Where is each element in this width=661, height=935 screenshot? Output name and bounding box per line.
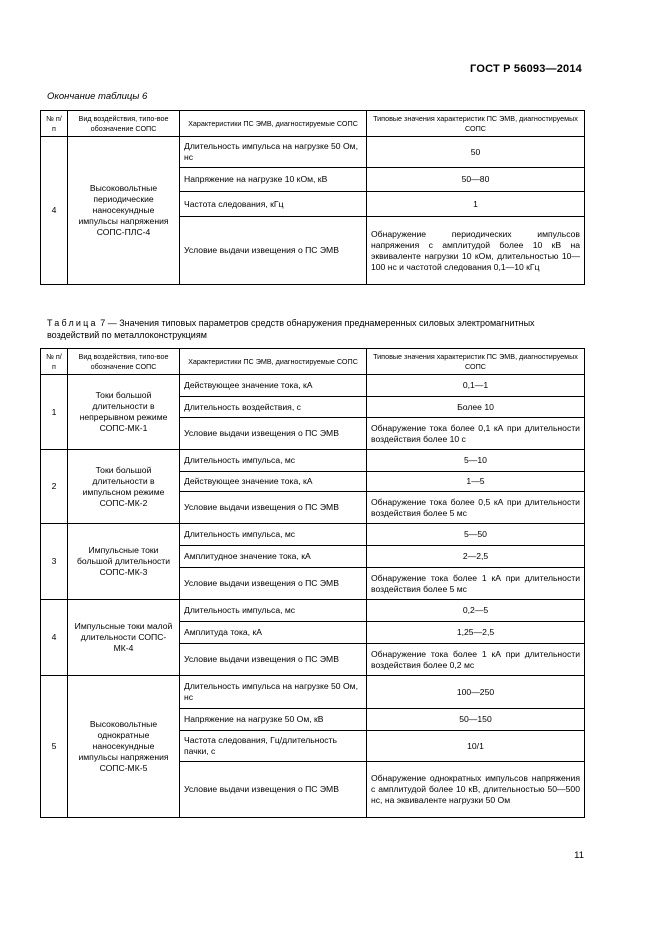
characteristic: Условие выдачи извещения о ПС ЭМВ [180,418,367,450]
typical-value: Обнаружение тока более 0,5 кА при длительности воздействия более 5 мс [367,492,585,524]
header-type: Вид воздействия, типо-вое обозначение СОПС [68,111,180,137]
characteristic: Напряжение на нагрузке 50 Ом, кВ [180,709,367,731]
table-7 [40,348,585,818]
impact-type: Импульсные токи малой длительности СОПС-МК-4 [68,600,180,676]
typical-value: Обнаружение тока более 1 кА при длительности воздействия более 0,2 мс [367,644,585,676]
characteristic: Длительность импульса на нагрузке 50 Ом, нс [180,676,367,709]
characteristic: Частота следования, Гц/длительность пачки, с [180,731,367,762]
header-val: Типовые значения характеристик ПС ЭМВ, диагностируемых СОПС [367,349,585,375]
typical-value: 50 [367,137,585,168]
table6-header-row [41,111,585,137]
typical-value: 0,1—1 [367,375,585,397]
table-6 [40,110,585,285]
characteristic: Длительность импульса, мс [180,450,367,472]
typical-value: 50—80 [367,168,585,192]
header-num: № п/п [41,349,68,375]
impact-type: Токи большой длительности в непрерывном режиме СОПС-МК-1 [68,375,180,450]
table-row [41,524,585,546]
table6-caption: Окончание таблицы 6 [47,91,148,102]
table-row [41,600,585,622]
impact-type: Токи большой длительности в импульсном режиме СОПС-МК-2 [68,450,180,524]
characteristic: Действующее значение тока, кА [180,472,367,492]
characteristic: Длительность воздействия, с [180,397,367,418]
typical-value: 1—5 [367,472,585,492]
row-number: 3 [41,524,68,600]
table7-caption-text: — Значения типовых параметров средств обнаружения преднамеренных силовых электромагнитных воздействий по металлоконструкциям [47,318,535,340]
impact-type: Высоковольтные периодические наносекундные импульсы напряжения СОПС-ПЛС-4 [68,137,180,285]
table7-caption [47,317,587,341]
characteristic: Напряжение на нагрузке 10 кОм, кВ [180,168,367,192]
header-num: № п/п [41,111,68,137]
characteristic: Амплитуда тока, кА [180,622,367,644]
row-number: 4 [41,600,68,676]
typical-value: 1,25—2,5 [367,622,585,644]
document-code: ГОСТ Р 56093—2014 [470,63,582,75]
characteristic: Длительность импульса, мс [180,600,367,622]
impact-type: Импульсные токи большой длительности СОПС-МК-3 [68,524,180,600]
characteristic: Действующее значение тока, кА [180,375,367,397]
typical-value: 10/1 [367,731,585,762]
row-number: 2 [41,450,68,524]
characteristic: Условие выдачи извещения о ПС ЭМВ [180,762,367,818]
row-number: 1 [41,375,68,450]
characteristic: Условие выдачи извещения о ПС ЭМВ [180,644,367,676]
typical-value: 5—50 [367,524,585,546]
characteristic: Амплитудное значение тока, кА [180,546,367,568]
impact-type: Высоковольтные однократные наносекундные импульсы напряжения СОПС-МК-5 [68,676,180,818]
typical-value: Обнаружение однократных импульсов напряжения с амплитудой более 10 кВ, длительностью 50—500 нс, на эквиваленте нагрузки 50 Ом [367,762,585,818]
table7-header-row [41,349,585,375]
row-number: 4 [41,137,68,285]
header-char: Характеристики ПС ЭМВ, диагностируемые СОПС [180,349,367,375]
header-type: Вид воздействия, типо-вое обозначение СОПС [68,349,180,375]
characteristic: Длительность импульса, мс [180,524,367,546]
typical-value: 100—250 [367,676,585,709]
characteristic: Условие выдачи извещения о ПС ЭМВ [180,217,367,285]
typical-value: 1 [367,192,585,217]
table-row [41,375,585,397]
typical-value: 5—10 [367,450,585,472]
typical-value: Обнаружение тока более 0,1 кА при длительности воздействия более 10 с [367,418,585,450]
table7-caption-number: 7 [100,318,106,328]
row-number: 5 [41,676,68,818]
table7-caption-label: Таблица [47,318,98,328]
typical-value: Более 10 [367,397,585,418]
table-row [41,676,585,709]
typical-value: Обнаружение периодических импульсов напряжения с амплитудой более 10 кВ на эквиваленте нагрузки 10 кОм, длительностью 10—100 нс и частотой следования 0,1—10 кГц [367,217,585,285]
characteristic: Частота следования, кГц [180,192,367,217]
typical-value: Обнаружение тока более 1 кА при длительности воздействия более 5 мс [367,568,585,600]
typical-value: 2—2,5 [367,546,585,568]
page-number: 11 [574,850,584,861]
table-row [41,450,585,472]
characteristic: Условие выдачи извещения о ПС ЭМВ [180,568,367,600]
header-char: Характеристики ПС ЭМВ, диагностируемые СОПС [180,111,367,137]
typical-value: 50—150 [367,709,585,731]
characteristic: Длительность импульса на нагрузке 50 Ом, нс [180,137,367,168]
header-val: Типовые значения характеристик ПС ЭМВ, диагностируемых СОПС [367,111,585,137]
typical-value: 0,2—5 [367,600,585,622]
table-row [41,137,585,168]
characteristic: Условие выдачи извещения о ПС ЭМВ [180,492,367,524]
